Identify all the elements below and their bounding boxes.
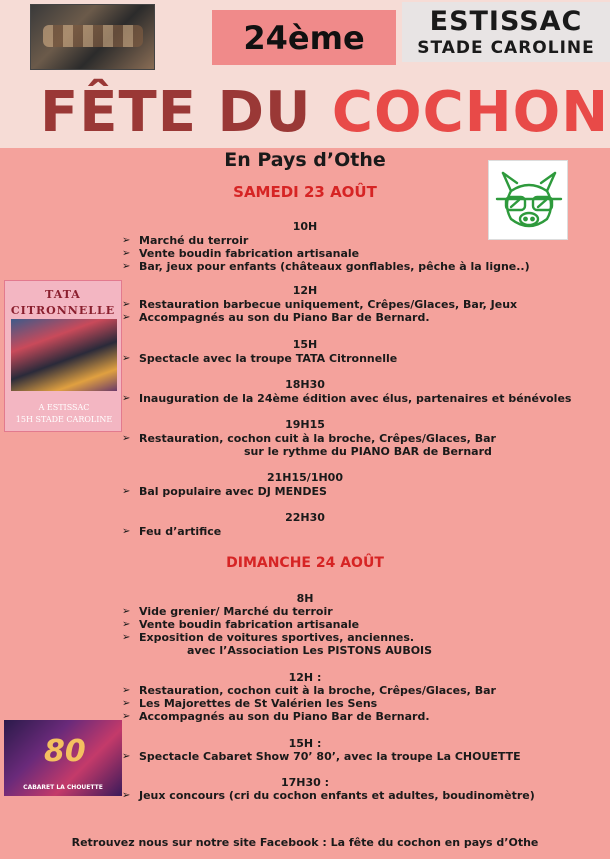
arrow-bullet-icon: ➢ [122, 685, 131, 696]
sun-time-15h: 15H : [288, 737, 322, 750]
tata-poster-line1: TATA [45, 288, 81, 301]
arrow-bullet-icon: ➢ [122, 526, 131, 537]
arrow-bullet-icon: ➢ [122, 433, 131, 444]
sat-list-22h30 [122, 525, 592, 538]
arrow-bullet-icon: ➢ [122, 790, 131, 801]
tata-citronnelle-poster [4, 280, 122, 432]
sat-time-18h30: 18H30 [285, 378, 325, 391]
tata-poster-line2: CITRONNELLE [10, 304, 116, 317]
list-item: ➢ Inauguration de la 24ème édition avec élus, partenaires et bénévoles [122, 392, 572, 405]
list-item: ➢ Les Majorettes de St Valérien les Sens [122, 697, 378, 710]
list-item: ➢ Accompagnés au son du Piano Bar de Bernard. [122, 311, 430, 324]
arrow-bullet-icon: ➢ [122, 619, 131, 630]
arrow-bullet-icon: ➢ [122, 711, 131, 722]
saturday-title: SAMEDI 23 AOÛT [233, 183, 377, 201]
location-box [402, 2, 610, 62]
arrow-bullet-icon: ➢ [122, 248, 131, 259]
sat-list-15h [122, 352, 592, 365]
sat-time-21h15: 21H15/1H00 [266, 471, 343, 484]
arrow-bullet-icon: ➢ [122, 486, 131, 497]
sun-time-12h: 12H : [288, 671, 322, 684]
arrow-bullet-icon: ➢ [122, 312, 131, 323]
sunday-title: DIMANCHE 24 AOÛT [226, 555, 384, 571]
list-item: ➢ Restauration, cochon cuit à la broche, Crêpes/Glaces, Bar [122, 684, 496, 697]
sun-list-12h [122, 684, 592, 723]
sun-8h-continuation: avec l’Association Les PISTONS AUBOIS [187, 644, 433, 657]
sun-list-17h30 [122, 789, 592, 802]
sat-list-19h15 [122, 432, 592, 445]
sat-list-10h [122, 234, 592, 273]
arrow-bullet-icon: ➢ [122, 299, 131, 310]
sun-time-17h30: 17H30 : [280, 776, 330, 789]
list-item: ➢ Restauration barbecue uniquement, Crêpes/Glaces, Bar, Jeux [122, 298, 518, 311]
cabaret-poster-number: 80 [44, 734, 86, 769]
arrow-bullet-icon: ➢ [122, 698, 131, 709]
sat-time-22h30: 22H30 [285, 511, 325, 524]
event-subtitle: En Pays d’Othe [224, 149, 386, 171]
arrow-bullet-icon: ➢ [122, 235, 131, 246]
sat-time-12h: 12H [292, 284, 318, 297]
list-item: ➢ Bar, jeux pour enfants (châteaux gonflables, pêche à la ligne..) [122, 260, 530, 273]
list-item: ➢ Restauration, cochon cuit à la broche, Crêpes/Glaces, Bar [122, 432, 496, 445]
sat-list-21h15 [122, 485, 592, 498]
list-item: ➢ Spectacle Cabaret Show 70’ 80’, avec la troupe La CHOUETTE [122, 750, 521, 763]
tata-poster-photo [11, 319, 117, 391]
arrow-bullet-icon: ➢ [122, 632, 131, 643]
list-item: ➢ Feu d’artifice [122, 525, 222, 538]
location-town: ESTISSAC [429, 6, 583, 37]
arrow-bullet-icon: ➢ [122, 353, 131, 364]
list-item: ➢ Vide grenier/ Marché du terroir [122, 605, 333, 618]
location-venue: STADE CAROLINE [417, 38, 595, 58]
list-item: ➢ Vente boudin fabrication artisanale [122, 247, 360, 260]
event-title-part2: COCHON [331, 80, 610, 145]
arrow-bullet-icon: ➢ [122, 261, 131, 272]
tata-poster-bottom1: A ESTISSAC [38, 403, 90, 412]
tata-poster-bottom2: 15H STADE CAROLINE [15, 415, 113, 424]
roasting-pig-photo [30, 4, 155, 70]
arrow-bullet-icon: ➢ [122, 606, 131, 617]
sat-time-19h15: 19H15 [285, 418, 325, 431]
sat-list-12h [122, 298, 592, 324]
list-item: ➢ Exposition de voitures sportives, anciennes. [122, 631, 415, 644]
sat-time-10h: 10H [292, 220, 318, 233]
sat-19h15-continuation: sur le rythme du PIANO BAR de Bernard [244, 445, 492, 458]
sun-time-8h: 8H [296, 592, 314, 605]
arrow-bullet-icon: ➢ [122, 751, 131, 762]
event-title-part1: FÊTE DU [40, 80, 332, 145]
list-item: ➢ Spectacle avec la troupe TATA Citronnelle [122, 352, 398, 365]
footer-facebook-note: Retrouvez nous sur notre site Facebook : La fête du cochon en pays d’Othe [71, 836, 539, 849]
sat-list-18h30 [122, 392, 592, 405]
sun-list-8h [122, 605, 592, 644]
sat-time-15h: 15H [292, 338, 318, 351]
arrow-bullet-icon: ➢ [122, 393, 131, 404]
sun-list-15h [122, 750, 592, 763]
event-title [40, 78, 610, 148]
list-item: ➢ Marché du terroir [122, 234, 249, 247]
list-item: ➢ Bal populaire avec DJ MENDES [122, 485, 327, 498]
list-item: ➢ Accompagnés au son du Piano Bar de Bernard. [122, 710, 430, 723]
edition-badge: 24ème [212, 10, 396, 65]
list-item: ➢ Vente boudin fabrication artisanale [122, 618, 360, 631]
list-item: ➢ Jeux concours (cri du cochon enfants et adultes, boudinomètre) [122, 789, 535, 802]
cabaret-poster-label: CABARET LA CHOUETTE [23, 784, 103, 791]
cabaret-poster [4, 720, 122, 796]
